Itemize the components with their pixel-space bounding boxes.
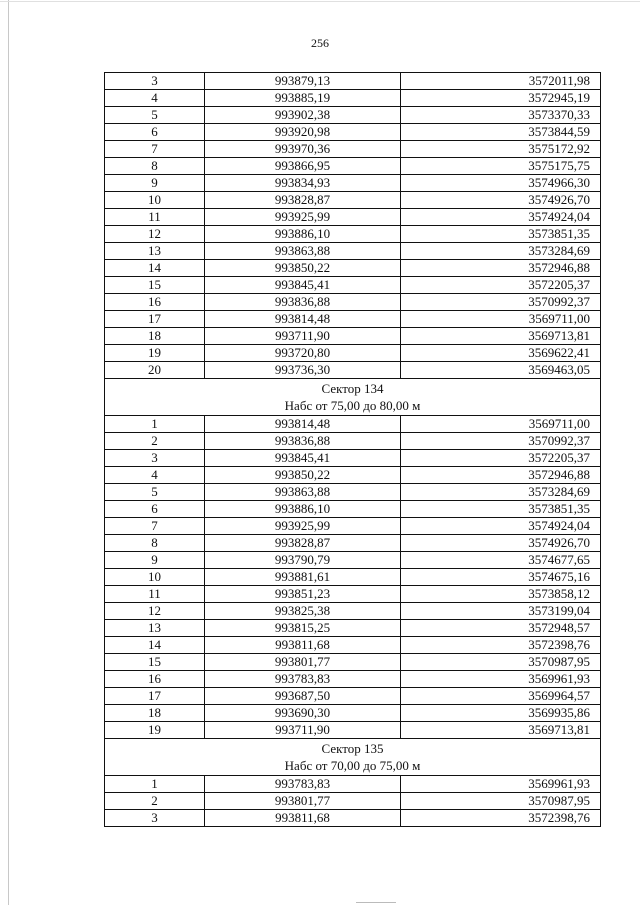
table-row — [105, 705, 601, 722]
rows-group-sector-134 — [105, 416, 601, 739]
x-coordinate-cell: 993828,87 — [205, 535, 401, 552]
table-row — [105, 552, 601, 569]
x-coordinate-cell: 993720,80 — [205, 345, 401, 362]
point-number-cell: 3 — [105, 73, 205, 90]
y-coordinate-cell: 3574926,70 — [401, 535, 601, 552]
point-number-cell: 18 — [105, 328, 205, 345]
x-coordinate-cell: 993925,99 — [205, 209, 401, 226]
y-coordinate-cell: 3570987,95 — [401, 793, 601, 810]
rows-group-previous-sector — [105, 73, 601, 379]
y-coordinate-cell: 3573284,69 — [401, 243, 601, 260]
x-coordinate-cell: 993902,38 — [205, 107, 401, 124]
y-coordinate-cell: 3569713,81 — [401, 328, 601, 345]
point-number-cell: 9 — [105, 552, 205, 569]
y-coordinate-cell: 3574924,04 — [401, 209, 601, 226]
table-row — [105, 776, 601, 793]
point-number-cell: 1 — [105, 776, 205, 793]
point-number-cell: 8 — [105, 535, 205, 552]
sector-height-range: Набс от 70,00 до 75,00 м — [284, 758, 421, 773]
x-coordinate-cell: 993801,77 — [205, 654, 401, 671]
point-number-cell: 20 — [105, 362, 205, 379]
point-number-cell: 14 — [105, 637, 205, 654]
sector-134-header — [105, 379, 601, 416]
point-number-cell: 13 — [105, 620, 205, 637]
table-row — [105, 810, 601, 827]
x-coordinate-cell: 993845,41 — [205, 450, 401, 467]
table-row — [105, 637, 601, 654]
table-row — [105, 518, 601, 535]
table-row — [105, 654, 601, 671]
y-coordinate-cell: 3569935,86 — [401, 705, 601, 722]
x-coordinate-cell: 993863,88 — [205, 484, 401, 501]
scan-bottom-mark — [356, 902, 396, 903]
table-row — [105, 277, 601, 294]
y-coordinate-cell: 3572398,76 — [401, 637, 601, 654]
y-coordinate-cell: 3572205,37 — [401, 450, 601, 467]
y-coordinate-cell: 3575175,75 — [401, 158, 601, 175]
sector-header-cell — [105, 739, 601, 776]
y-coordinate-cell: 3572011,98 — [401, 73, 601, 90]
x-coordinate-cell: 993825,38 — [205, 603, 401, 620]
point-number-cell: 5 — [105, 107, 205, 124]
x-coordinate-cell: 993711,90 — [205, 722, 401, 739]
table-row — [105, 793, 601, 810]
x-coordinate-cell: 993790,79 — [205, 552, 401, 569]
point-number-cell: 7 — [105, 141, 205, 158]
point-number-cell: 17 — [105, 688, 205, 705]
y-coordinate-cell: 3569961,93 — [401, 671, 601, 688]
x-coordinate-cell: 993811,68 — [205, 637, 401, 654]
x-coordinate-cell: 993885,19 — [205, 90, 401, 107]
y-coordinate-cell: 3572946,88 — [401, 467, 601, 484]
y-coordinate-cell: 3570987,95 — [401, 654, 601, 671]
table-row — [105, 484, 601, 501]
table-row — [105, 467, 601, 484]
x-coordinate-cell: 993920,98 — [205, 124, 401, 141]
x-coordinate-cell: 993881,61 — [205, 569, 401, 586]
y-coordinate-cell: 3570992,37 — [401, 294, 601, 311]
x-coordinate-cell: 993736,30 — [205, 362, 401, 379]
y-coordinate-cell: 3572948,57 — [401, 620, 601, 637]
point-number-cell: 19 — [105, 345, 205, 362]
point-number-cell: 19 — [105, 722, 205, 739]
point-number-cell: 10 — [105, 192, 205, 209]
x-coordinate-cell: 993801,77 — [205, 793, 401, 810]
x-coordinate-cell: 993886,10 — [205, 226, 401, 243]
point-number-cell: 2 — [105, 433, 205, 450]
y-coordinate-cell: 3573370,33 — [401, 107, 601, 124]
sector-header-row — [105, 379, 601, 416]
point-number-cell: 3 — [105, 450, 205, 467]
y-coordinate-cell: 3575172,92 — [401, 141, 601, 158]
table-row — [105, 688, 601, 705]
point-number-cell: 15 — [105, 654, 205, 671]
table-row — [105, 586, 601, 603]
point-number-cell: 11 — [105, 586, 205, 603]
x-coordinate-cell: 993711,90 — [205, 328, 401, 345]
table-row — [105, 345, 601, 362]
table-row — [105, 603, 601, 620]
table-row — [105, 175, 601, 192]
y-coordinate-cell: 3572945,19 — [401, 90, 601, 107]
point-number-cell: 3 — [105, 810, 205, 827]
sector-title: Сектор 135 — [321, 741, 384, 756]
point-number-cell: 10 — [105, 569, 205, 586]
x-coordinate-cell: 993836,88 — [205, 294, 401, 311]
sector-height-range: Набс от 75,00 до 80,00 м — [284, 398, 421, 413]
table-row — [105, 450, 601, 467]
y-coordinate-cell: 3574675,16 — [401, 569, 601, 586]
y-coordinate-cell: 3573851,35 — [401, 501, 601, 518]
x-coordinate-cell: 993687,50 — [205, 688, 401, 705]
scan-left-edge — [8, 0, 9, 905]
table-row — [105, 90, 601, 107]
x-coordinate-cell: 993814,48 — [205, 311, 401, 328]
table-row — [105, 260, 601, 277]
x-coordinate-cell: 993814,48 — [205, 416, 401, 433]
x-coordinate-cell: 993925,99 — [205, 518, 401, 535]
y-coordinate-cell: 3573199,04 — [401, 603, 601, 620]
x-coordinate-cell: 993866,95 — [205, 158, 401, 175]
table-row — [105, 722, 601, 739]
point-number-cell: 13 — [105, 243, 205, 260]
sector-title: Сектор 134 — [321, 381, 384, 396]
y-coordinate-cell: 3569713,81 — [401, 722, 601, 739]
point-number-cell: 4 — [105, 90, 205, 107]
y-coordinate-cell: 3572946,88 — [401, 260, 601, 277]
x-coordinate-cell: 993851,23 — [205, 586, 401, 603]
table-row — [105, 620, 601, 637]
point-number-cell: 15 — [105, 277, 205, 294]
x-coordinate-cell: 993850,22 — [205, 260, 401, 277]
point-number-cell: 6 — [105, 501, 205, 518]
x-coordinate-cell: 993879,13 — [205, 73, 401, 90]
x-coordinate-cell: 993783,83 — [205, 671, 401, 688]
table-row — [105, 362, 601, 379]
rows-group-sector-135 — [105, 776, 601, 827]
point-number-cell: 5 — [105, 484, 205, 501]
y-coordinate-cell: 3569711,00 — [401, 416, 601, 433]
x-coordinate-cell: 993828,87 — [205, 192, 401, 209]
x-coordinate-cell: 993863,88 — [205, 243, 401, 260]
table-row — [105, 294, 601, 311]
sector-header-cell — [105, 379, 601, 416]
y-coordinate-cell: 3573851,35 — [401, 226, 601, 243]
x-coordinate-cell: 993783,83 — [205, 776, 401, 793]
point-number-cell: 11 — [105, 209, 205, 226]
table-row — [105, 209, 601, 226]
point-number-cell: 16 — [105, 671, 205, 688]
page-number: 256 — [311, 36, 329, 50]
sector-header-row — [105, 739, 601, 776]
y-coordinate-cell: 3574677,65 — [401, 552, 601, 569]
point-number-cell: 16 — [105, 294, 205, 311]
point-number-cell: 6 — [105, 124, 205, 141]
point-number-cell: 1 — [105, 416, 205, 433]
table-row — [105, 416, 601, 433]
table-row — [105, 501, 601, 518]
point-number-cell: 12 — [105, 226, 205, 243]
x-coordinate-cell: 993811,68 — [205, 810, 401, 827]
point-number-cell: 17 — [105, 311, 205, 328]
coordinates-table — [104, 72, 601, 827]
y-coordinate-cell: 3569622,41 — [401, 345, 601, 362]
table-row — [105, 124, 601, 141]
table-row — [105, 243, 601, 260]
point-number-cell: 8 — [105, 158, 205, 175]
x-coordinate-cell: 993815,25 — [205, 620, 401, 637]
y-coordinate-cell: 3569711,00 — [401, 311, 601, 328]
x-coordinate-cell: 993845,41 — [205, 277, 401, 294]
point-number-cell: 7 — [105, 518, 205, 535]
y-coordinate-cell: 3569964,57 — [401, 688, 601, 705]
table-row — [105, 158, 601, 175]
sector-135-header — [105, 739, 601, 776]
y-coordinate-cell: 3574966,30 — [401, 175, 601, 192]
x-coordinate-cell: 993836,88 — [205, 433, 401, 450]
table-row — [105, 226, 601, 243]
y-coordinate-cell: 3573844,59 — [401, 124, 601, 141]
point-number-cell: 18 — [105, 705, 205, 722]
point-number-cell: 9 — [105, 175, 205, 192]
y-coordinate-cell: 3569463,05 — [401, 362, 601, 379]
x-coordinate-cell: 993850,22 — [205, 467, 401, 484]
table-row — [105, 192, 601, 209]
y-coordinate-cell: 3570992,37 — [401, 433, 601, 450]
x-coordinate-cell: 993690,30 — [205, 705, 401, 722]
y-coordinate-cell: 3572205,37 — [401, 277, 601, 294]
table-row — [105, 328, 601, 345]
point-number-cell: 12 — [105, 603, 205, 620]
table-row — [105, 671, 601, 688]
table-row — [105, 311, 601, 328]
scan-top-edge — [0, 1, 640, 2]
point-number-cell: 2 — [105, 793, 205, 810]
table-row — [105, 73, 601, 90]
table-row — [105, 141, 601, 158]
y-coordinate-cell: 3569961,93 — [401, 776, 601, 793]
x-coordinate-cell: 993834,93 — [205, 175, 401, 192]
point-number-cell: 14 — [105, 260, 205, 277]
x-coordinate-cell: 993970,36 — [205, 141, 401, 158]
y-coordinate-cell: 3574926,70 — [401, 192, 601, 209]
y-coordinate-cell: 3574924,04 — [401, 518, 601, 535]
table-row — [105, 569, 601, 586]
point-number-cell: 4 — [105, 467, 205, 484]
x-coordinate-cell: 993886,10 — [205, 501, 401, 518]
y-coordinate-cell: 3572398,76 — [401, 810, 601, 827]
table-row — [105, 433, 601, 450]
y-coordinate-cell: 3573858,12 — [401, 586, 601, 603]
table-row — [105, 107, 601, 124]
y-coordinate-cell: 3573284,69 — [401, 484, 601, 501]
table-row — [105, 535, 601, 552]
